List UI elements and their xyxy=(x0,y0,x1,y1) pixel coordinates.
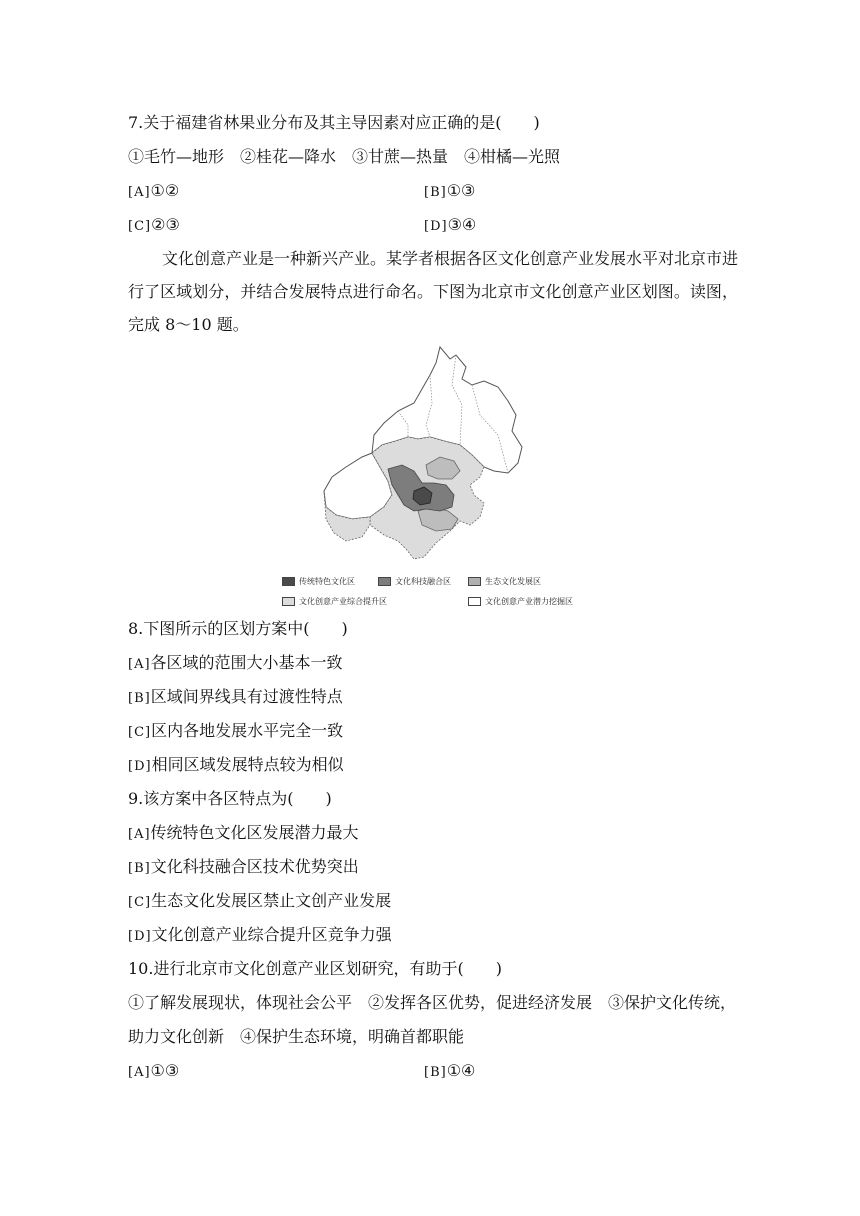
option-label: [A] xyxy=(128,657,151,672)
legend-label: 生态文化发展区 xyxy=(485,577,541,586)
option-text: ③④ xyxy=(447,215,477,234)
option-text: ①② xyxy=(150,181,180,200)
q7-option-c xyxy=(128,214,180,238)
legend-item-comprehensive xyxy=(282,596,387,607)
q9-option-c xyxy=(128,890,391,914)
option-label: [A] xyxy=(128,185,151,200)
q8-option-a xyxy=(128,652,343,676)
option-text: ①③ xyxy=(446,181,476,200)
q7-option-a xyxy=(128,180,179,204)
option-text: ①③ xyxy=(150,1061,180,1080)
legend-swatch xyxy=(468,577,481,586)
legend-item-ecological xyxy=(468,576,541,587)
q10-option-a xyxy=(128,1060,179,1084)
option-label: [B] xyxy=(424,185,447,200)
option-text: 相同区域发展特点较为相似 xyxy=(151,755,344,774)
q7-option-d xyxy=(424,214,476,238)
q10-stem: 10.进行北京市文化创意产业区划研究，有助于( ) xyxy=(128,959,502,978)
option-label: [D] xyxy=(128,929,152,944)
option-text: 传统特色文化区发展潜力最大 xyxy=(150,823,359,842)
q8-option-c xyxy=(128,720,343,744)
option-text: 各区域的范围大小基本一致 xyxy=(150,653,343,672)
option-text: 文化科技融合区技术优势突出 xyxy=(150,857,359,876)
option-label: [B] xyxy=(128,861,151,876)
legend-item-traditional xyxy=(282,576,355,587)
option-text: 生态文化发展区禁止文创产业发展 xyxy=(151,891,392,910)
option-text: 文化创意产业综合提升区竞争力强 xyxy=(151,925,392,944)
option-label: [B] xyxy=(128,691,151,706)
q8-option-d xyxy=(128,754,344,778)
option-text: ②③ xyxy=(151,215,180,234)
option-label: [D] xyxy=(424,219,448,234)
option-text: 区内各地发展水平完全一致 xyxy=(151,721,344,740)
legend-label: 文化创意产业综合提升区 xyxy=(299,597,387,606)
q9-option-b xyxy=(128,856,359,880)
map-legend xyxy=(282,574,602,610)
q7-items: ①毛竹—地形 ②桂花—降水 ③甘蔗—热量 ④柑橘—光照 xyxy=(128,147,561,166)
q9-stem: 9.该方案中各区特点为( ) xyxy=(128,789,332,808)
q7-option-b xyxy=(424,180,475,204)
option-label: [B] xyxy=(424,1065,447,1080)
legend-swatch xyxy=(282,597,295,606)
q7-stem: 7.关于福建省林果业分布及其主导因素对应正确的是( ) xyxy=(128,113,540,132)
legend-item-culture-tech xyxy=(378,576,451,587)
legend-swatch xyxy=(468,597,481,606)
option-label: [A] xyxy=(128,1065,151,1080)
q10-items: ①了解发展现状，体现社会公平 ②发挥各区优势，促进经济发展 ③保护文化传统，助力文化创新 ④保护生态环境，明确首都职能 xyxy=(128,993,737,1046)
option-label: [C] xyxy=(128,219,152,234)
intro-paragraph: 文化创意产业是一种新兴产业。某学者根据各区文化创意产业发展水平对北京市进行了区域划分，并结合发展特点进行命名。下图为北京市文化创意产业区划图。读图，完成 8～10 题。 xyxy=(128,249,739,334)
legend-label: 文化科技融合区 xyxy=(395,577,451,586)
q9-option-a xyxy=(128,822,359,846)
option-text: ①④ xyxy=(446,1061,476,1080)
legend-label: 传统特色文化区 xyxy=(299,577,355,586)
legend-swatch xyxy=(282,577,295,586)
legend-label: 文化创意产业潜力挖掘区 xyxy=(485,597,573,606)
q8-option-b xyxy=(128,686,343,710)
q9-option-d xyxy=(128,924,392,948)
legend-swatch xyxy=(378,577,391,586)
option-text: 区域间界线具有过渡性特点 xyxy=(150,687,343,706)
option-label: [C] xyxy=(128,895,152,910)
q10-option-b xyxy=(424,1060,475,1084)
q8-stem: 8.下图所示的区划方案中( ) xyxy=(128,619,348,638)
beijing-map-figure xyxy=(322,345,528,567)
option-label: [D] xyxy=(128,759,152,774)
option-label: [A] xyxy=(128,827,151,842)
option-label: [C] xyxy=(128,725,152,740)
legend-item-potential xyxy=(468,596,573,607)
